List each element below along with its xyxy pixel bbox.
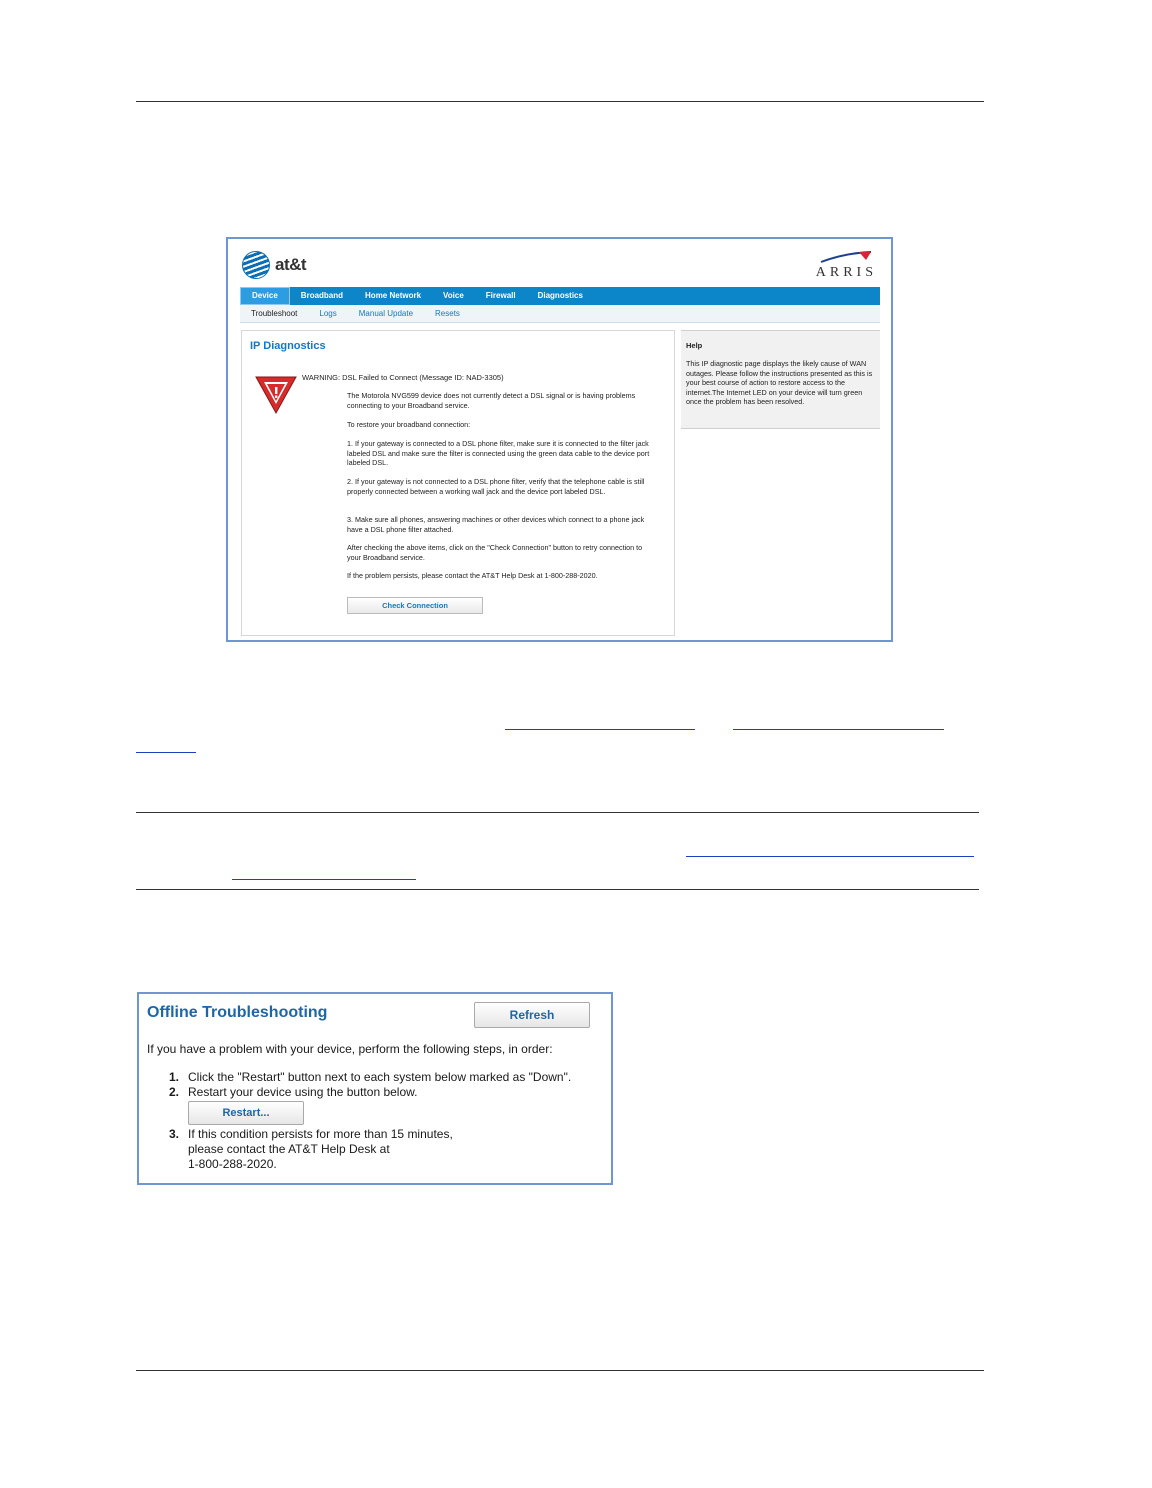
step-number: 3. (169, 1127, 180, 1141)
offline-troubleshooting-screenshot (137, 992, 613, 1185)
subnav-manual-update[interactable]: Manual Update (358, 309, 414, 318)
main-nav (240, 287, 880, 305)
step-3-line-1: If this condition persists for more than 15 minutes, (188, 1127, 453, 1141)
nav-voice[interactable]: Voice (443, 291, 464, 300)
arris-logo (801, 251, 877, 281)
refresh-button[interactable]: Refresh (474, 1002, 590, 1028)
step-1: Click the "Restart" button next to each system below marked as "Down". (188, 1070, 572, 1084)
arris-logo-text: ARRIS (815, 265, 877, 280)
step-number: 2. (169, 1085, 180, 1099)
link-underline[interactable] (232, 879, 416, 880)
nav-firewall[interactable]: Firewall (485, 291, 516, 300)
nav-broadband[interactable]: Broadband (300, 291, 344, 300)
nav-home-network[interactable]: Home Network (365, 291, 422, 300)
diagnostic-paragraph-7: If the problem persists, please contact the AT&T Help Desk at 1-800-288-2020. (347, 571, 598, 580)
subnav-logs[interactable]: Logs (319, 309, 337, 318)
link-underline[interactable] (136, 752, 196, 753)
att-globe-icon (242, 251, 270, 279)
diagnostic-paragraph-5: 3. Make sure all phones, answering machines or other devices which connect to a phone jack have a DSL phone filter attached. (347, 515, 645, 534)
note-rule-top (136, 812, 979, 813)
diagnostic-paragraph-6: After checking the above items, click on the "Check Connection" button to retry connection to your Broadband service. (347, 543, 643, 562)
offline-title: Offline Troubleshooting (147, 1004, 328, 1021)
ip-diagnostics-screenshot (226, 237, 893, 642)
step-number: 1. (169, 1070, 180, 1084)
subnav-resets[interactable]: Resets (435, 309, 460, 318)
nav-device[interactable]: Device (240, 287, 290, 305)
diagnostic-paragraph-1: The Motorola NVG599 device does not currently detect a DSL signal or is having problems connecting to your Broadband service. (347, 391, 636, 410)
link-underline[interactable] (733, 729, 944, 730)
link-underline[interactable] (686, 856, 974, 857)
step-2: Restart your device using the button below. (188, 1085, 418, 1099)
header-rule (136, 101, 984, 102)
offline-intro: If you have a problem with your device, perform the following steps, in order: (147, 1042, 553, 1056)
step-3-line-3: 1-800-288-2020. (188, 1157, 277, 1171)
warning-icon (254, 375, 298, 415)
check-connection-button[interactable]: Check Connection (347, 597, 483, 614)
help-panel (681, 330, 880, 429)
diagnostic-paragraph-4: 2. If your gateway is not connected to a DSL phone filter, verify that the telephone cable is still properly connected between a working wall jack and the device port labeled DSL. (347, 477, 645, 496)
nav-diagnostics[interactable]: Diagnostics (537, 291, 583, 300)
sub-nav (240, 305, 880, 323)
diagnostics-panel (241, 330, 675, 636)
diagnostic-paragraph-3: 1. If your gateway is connected to a DSL phone filter, make sure it is connected to the filter jack labeled DSL and make sure the filter is connected using the green data cable to the device port labeled DSL. (347, 439, 650, 467)
page-title: IP Diagnostics (250, 340, 326, 352)
restart-button[interactable]: Restart... (188, 1101, 304, 1125)
warning-message: WARNING: DSL Failed to Connect (Message ID: NAD-3305) (302, 373, 504, 382)
link-underline[interactable] (505, 729, 695, 730)
subnav-troubleshoot[interactable]: Troubleshoot (251, 309, 298, 318)
att-logo-text: at&t (275, 255, 307, 274)
arris-swoosh-icon (819, 251, 873, 263)
help-text: This IP diagnostic page displays the likely cause of WAN outages. Please follow the instructions presented as this is your best course of action to restore access to the internet.The Internet LED on your device will turn green once the problem has been resolved. (686, 359, 873, 406)
att-logo (242, 251, 306, 279)
help-title: Help (686, 341, 703, 350)
footer-rule (136, 1370, 984, 1371)
diagnostic-paragraph-2: To restore your broadband connection: (347, 420, 471, 429)
step-3-line-2: please contact the AT&T Help Desk at (188, 1142, 390, 1156)
note-rule-bottom (136, 889, 979, 890)
